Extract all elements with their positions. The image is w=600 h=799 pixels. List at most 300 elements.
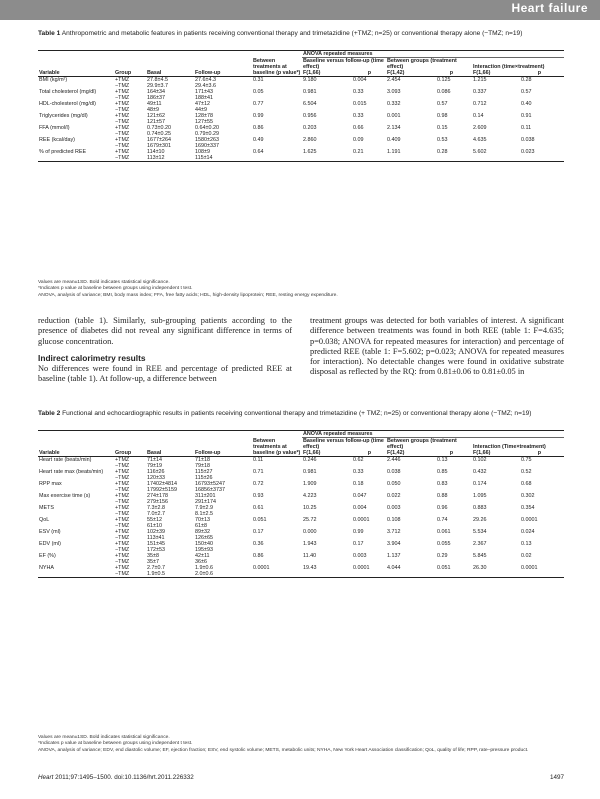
- row-groups-p: 0.15: [437, 125, 448, 131]
- row-group: +TMZ: [115, 469, 130, 475]
- anova-title: ANOVA repeated measures: [302, 431, 564, 438]
- row-groups-f: 2.454: [387, 77, 401, 83]
- table1-caption: [38, 30, 564, 38]
- row-followup: 79±18: [195, 463, 210, 469]
- row-groups-f: 0.108: [387, 517, 401, 523]
- col-time-effect: [302, 438, 386, 457]
- row-between-p: 0.61: [253, 505, 264, 511]
- row-group: +TMZ: [115, 457, 130, 463]
- col-variable: Variable: [38, 438, 114, 457]
- row-groups-f: 3.712: [387, 529, 401, 535]
- row-followup: 16793±5247: [195, 481, 225, 487]
- row-interaction-f: 0.337: [473, 89, 487, 95]
- row-between-p: 0.17: [253, 529, 264, 535]
- col-time-effect: [302, 58, 386, 77]
- row-followup: 311±201: [195, 493, 216, 499]
- row-between-p: 0.86: [253, 553, 264, 559]
- row-time-f: 2.860: [303, 137, 317, 143]
- row-followup: 128±78: [195, 113, 213, 119]
- row-variable: METS: [39, 505, 54, 511]
- row-basal: 151±45: [147, 541, 165, 547]
- row-time-p: 0.0001: [353, 565, 370, 571]
- row-interaction-f: 0.102: [473, 457, 487, 463]
- row-group: −TMZ: [115, 535, 130, 541]
- row-basal: 114±10: [147, 149, 165, 155]
- table2-notes: [38, 735, 564, 754]
- row-group: −TMZ: [114, 571, 146, 578]
- row-time-p: 0.33: [353, 469, 364, 475]
- row-time-p: 0.21: [353, 149, 364, 155]
- row-groups-f: 1.137: [387, 553, 401, 559]
- row-time-p: 0.003: [353, 553, 367, 559]
- row-interaction-p: 0.75: [521, 457, 532, 463]
- row-followup: 291±174: [195, 499, 216, 505]
- table1-note: ANOVA, analysis of variance; BMI, body mass index; FFA, free fatty acids; HDL, high-density lipoprotein; REE, resting energy expenditure.: [38, 292, 338, 298]
- row-variable: QoL: [39, 517, 50, 523]
- row-time-f: 0.246: [303, 457, 317, 463]
- row-groups-f: 2.134: [387, 125, 401, 131]
- row-group: +TMZ: [115, 529, 130, 535]
- row-group: −TMZ: [115, 463, 130, 469]
- row-basal: 113±12: [146, 155, 194, 162]
- table2-note: ANOVA, analysis of variance; EDV, end diastolic volume; EF, ejection fraction; ESV, end systolic volume; METS, metabolic units; NYHA, New York Heart Association classification; QoL, quality of life; RPP, rate–pressure product.: [38, 747, 529, 753]
- row-group: +TMZ: [115, 481, 130, 487]
- row-groups-p: 0.055: [437, 541, 451, 547]
- row-group: +TMZ: [115, 517, 130, 523]
- col-followup: Follow-up: [194, 438, 252, 457]
- running-header: [0, 0, 600, 20]
- row-basal: 113±41: [147, 535, 165, 541]
- footer-citation: [38, 774, 194, 781]
- body-paragraph: reduction (table 1). Similarly, sub-grouping patients according to the presence of diabetes did not reveal any significant difference in terms of glucose concentration.: [38, 316, 292, 346]
- row-followup: 126±65: [195, 535, 213, 541]
- row-followup: 16856±3737: [195, 487, 225, 493]
- row-interaction-p: 0.354: [521, 505, 535, 511]
- row-basal: 121±57: [147, 119, 165, 125]
- row-followup: 171±43: [195, 89, 213, 95]
- header-title: Heart failure: [511, 1, 588, 15]
- row-variable: BMI (kg/m²): [39, 77, 68, 83]
- row-interaction-f: 1.215: [473, 77, 487, 83]
- row-followup: 115±26: [195, 475, 213, 481]
- groups-p: p: [449, 450, 453, 456]
- row-group: +TMZ: [115, 505, 130, 511]
- table-row: [38, 571, 564, 578]
- row-basal: 48±9: [147, 107, 159, 113]
- row-followup: 188±41: [195, 95, 213, 101]
- col-followup: Follow-up: [194, 58, 252, 77]
- col-between: Between treatments at baseline (p value*): [253, 438, 301, 456]
- row-basal: 120±33: [147, 475, 165, 481]
- row-basal: 49±11: [147, 101, 162, 107]
- row-between-p: 0.77: [253, 101, 264, 107]
- interaction-f: F(1,66): [473, 450, 491, 456]
- row-group: +TMZ: [115, 101, 130, 107]
- row-variable: NYHA: [39, 565, 54, 571]
- row-followup: 115±14: [194, 155, 252, 162]
- body-paragraph: treatment groups was detected for both variables of interest. A significant difference between treatments was found in both REE (table 1: F=4.635; p=0.038; ANOVA for repeated measures for interaction) and percentage of predicted REE (table 1: F=5.602; p=0.023; ANOVA for repeated measures for interaction). No detectable changes were found in oxidative substrate disposal as reflected by the RQ: from 0.81±0.06 to 0.81±0.05 in: [310, 316, 564, 377]
- row-followup: 150±40: [195, 541, 213, 547]
- table2-note: *Indicates p value at baseline between groups using independent t test.: [38, 741, 193, 747]
- row-basal: 121±62: [147, 113, 165, 119]
- table2-note: Values are mean±1SD. Bold indicates statistical significance.: [38, 735, 170, 740]
- table1-caption-text: Anthropometric and metabolic features in patients receiving conventional therapy and trimetazidine (+TMZ; n=25) or conventional therapy alone (−TMZ; n=19): [61, 30, 523, 37]
- table1-notes: [38, 280, 564, 299]
- col-between: Between treatments at baseline (p value*): [253, 58, 301, 76]
- row-groups-p: 0.96: [437, 505, 448, 511]
- table2-caption: [38, 410, 564, 418]
- row-groups-p: 0.98: [437, 113, 448, 119]
- row-variable: Heart rate (beats/min): [39, 457, 92, 463]
- anova-title: ANOVA repeated measures: [302, 51, 564, 58]
- row-interaction-f: 5.602: [473, 149, 487, 155]
- row-interaction-p: 0.02: [521, 553, 532, 559]
- row-time-p: 0.66: [353, 125, 364, 131]
- groups-effect-label: Between groups (treatment effect): [387, 438, 457, 450]
- col-basal: Basal: [146, 438, 194, 457]
- row-followup: 1690±337: [195, 143, 219, 149]
- row-variable: Triglycerides (mg/dl): [39, 113, 88, 119]
- row-interaction-f: 0.14: [473, 113, 484, 119]
- row-followup: 127±55: [195, 119, 213, 125]
- row-time-p: 0.0001: [353, 517, 370, 523]
- groups-effect-label: Between groups (treatment effect): [387, 58, 457, 70]
- row-group: +TMZ: [115, 89, 130, 95]
- row-group: +TMZ: [115, 77, 130, 83]
- row-followup: 8.1±2.5: [195, 511, 213, 517]
- interaction-label: Interaction (time×treatment): [473, 64, 545, 70]
- row-group: +TMZ: [115, 553, 130, 559]
- row-interaction-p: 0.11: [521, 125, 532, 131]
- journal-name: Heart: [38, 774, 54, 781]
- row-variable: Max exercise time (s): [39, 493, 91, 499]
- row-interaction-f: 29.26: [473, 517, 487, 523]
- row-group: +TMZ: [115, 541, 130, 547]
- row-between-p: 0.93: [253, 493, 264, 499]
- row-groups-f: 1.191: [387, 149, 401, 155]
- row-followup: 1580±263: [195, 137, 219, 143]
- table1-note: *Indicates p value at baseline between groups using independent t test.: [38, 286, 193, 292]
- row-basal: 2.7±0.7: [147, 565, 165, 571]
- row-time-p: 0.62: [353, 457, 364, 463]
- row-interaction-f: 0.174: [473, 481, 487, 487]
- row-between-p: 0.72: [253, 481, 264, 487]
- row-time-p: 0.17: [353, 541, 364, 547]
- row-interaction-p: 0.68: [521, 481, 532, 487]
- table1-note: Values are mean±1SD. Bold indicates statistical significance.: [38, 280, 170, 285]
- row-interaction-p: 0.023: [521, 149, 535, 155]
- row-basal: 7.0±2.7: [147, 511, 165, 517]
- row-between-p: 0.31: [253, 77, 264, 83]
- row-groups-p: 0.53: [437, 137, 448, 143]
- row-time-p: 0.33: [353, 89, 364, 95]
- row-followup: 61±8: [195, 523, 207, 529]
- row-between-p: 0.49: [253, 137, 264, 143]
- row-groups-f: 0.001: [387, 113, 401, 119]
- table-row: [38, 155, 564, 162]
- body-left-column: [38, 316, 292, 385]
- row-basal: 116±26: [147, 469, 165, 475]
- interaction-label: Interaction (Time×treatment): [473, 444, 546, 450]
- row-group: +TMZ: [115, 565, 130, 571]
- row-basal: 35±8: [147, 553, 159, 559]
- interaction-p: p: [537, 450, 541, 456]
- row-groups-p: 0.051: [437, 565, 451, 571]
- row-time-f: 25.72: [303, 517, 317, 523]
- row-followup: 7.9±2.9: [195, 505, 213, 511]
- table2-body: [38, 457, 564, 578]
- row-followup: 1.9±0.6: [195, 565, 213, 571]
- row-basal: 27.8±4.5: [147, 77, 168, 83]
- row-groups-p: 0.57: [437, 101, 448, 107]
- row-time-p: 0.004: [353, 77, 367, 83]
- col-interaction: [472, 58, 564, 77]
- table2: [38, 430, 564, 578]
- row-basal: 186±37: [147, 95, 165, 101]
- row-group: −TMZ: [115, 107, 130, 113]
- row-time-f: 19.43: [303, 565, 317, 571]
- row-time-f: 1.625: [303, 149, 317, 155]
- row-time-p: 0.015: [353, 101, 367, 107]
- row-followup: 47±12: [195, 101, 210, 107]
- row-group: −TMZ: [115, 131, 130, 137]
- row-basal: 71±14: [147, 457, 162, 463]
- row-followup: 108±9: [195, 149, 210, 155]
- groups-f: F(1,42): [387, 450, 405, 456]
- row-time-p: 0.047: [353, 493, 367, 499]
- time-f: F(1,66): [303, 450, 321, 456]
- row-time-f: 1.943: [303, 541, 317, 547]
- row-basal: 0.73±0.20: [147, 125, 171, 131]
- row-group: −TMZ: [115, 499, 130, 505]
- row-groups-f: 0.022: [387, 493, 401, 499]
- row-group: −TMZ: [115, 559, 130, 565]
- row-group: +TMZ: [115, 137, 130, 143]
- row-group: −TMZ: [115, 95, 130, 101]
- row-interaction-f: 5.534: [473, 529, 487, 535]
- groups-p: p: [449, 70, 453, 76]
- row-groups-f: 3.093: [387, 89, 401, 95]
- row-basal: 172±53: [147, 547, 165, 553]
- row-followup: 42±11: [195, 553, 210, 559]
- row-groups-f: 0.038: [387, 469, 401, 475]
- table2-label: Table 2: [38, 410, 61, 417]
- row-interaction-p: 0.0001: [521, 517, 538, 523]
- row-followup: 44±9: [195, 107, 207, 113]
- row-interaction-p: 0.0001: [521, 565, 538, 571]
- row-group: −TMZ: [115, 511, 130, 517]
- row-basal: 279±156: [147, 499, 168, 505]
- interaction-f: F(1,66): [473, 70, 491, 76]
- row-groups-p: 0.83: [437, 481, 448, 487]
- time-f: F(1,66): [303, 70, 321, 76]
- col-basal: Basal: [146, 58, 194, 77]
- section-heading: Indirect calorimetry results: [38, 352, 146, 363]
- row-basal: 35±7: [147, 559, 159, 565]
- row-groups-p: 0.125: [437, 77, 451, 83]
- row-interaction-p: 0.40: [521, 101, 532, 107]
- row-basal: 274±178: [147, 493, 168, 499]
- row-time-f: 11.40: [303, 553, 317, 559]
- col-groups-effect: [386, 58, 472, 77]
- row-followup: 36±6: [195, 559, 207, 565]
- row-basal: 29.9±3.7: [147, 83, 168, 89]
- row-followup: 29.4±3.6: [195, 83, 216, 89]
- row-groups-f: 0.409: [387, 137, 401, 143]
- time-effect-label: Baseline versus follow-up (time effect): [303, 438, 384, 450]
- row-basal: 102±39: [147, 529, 165, 535]
- row-between-p: 0.05: [253, 89, 264, 95]
- row-interaction-f: 5.845: [473, 553, 487, 559]
- row-group: +TMZ: [115, 125, 130, 131]
- row-groups-p: 0.28: [437, 149, 448, 155]
- row-followup: 2.0±0.6: [194, 571, 252, 578]
- row-groups-p: 0.74: [437, 517, 448, 523]
- row-followup: 27.6±4.3: [195, 77, 216, 83]
- time-p: p: [367, 450, 371, 456]
- row-groups-p: 0.85: [437, 469, 448, 475]
- body-paragraph: No differences were found in REE and percentage of predicted REE at baseline (table 1). At follow-up, a difference between: [38, 364, 292, 384]
- time-p: p: [367, 70, 371, 76]
- row-time-f: 0.203: [303, 125, 317, 131]
- row-basal: 55±12: [147, 517, 162, 523]
- row-time-f: 1.909: [303, 481, 317, 487]
- row-variable: FFA (mmol/l): [39, 125, 70, 131]
- row-group: +TMZ: [115, 149, 130, 155]
- table1-body: [38, 77, 564, 162]
- body-right-column: [310, 316, 564, 378]
- row-basal: 7.3±2.8: [147, 505, 165, 511]
- row-followup: 115±27: [195, 469, 213, 475]
- row-group: −TMZ: [115, 119, 130, 125]
- row-groups-p: 0.13: [437, 457, 448, 463]
- row-basal: 79±19: [147, 463, 162, 469]
- row-interaction-p: 0.91: [521, 113, 532, 119]
- row-basal: 1.9±0.5: [146, 571, 194, 578]
- row-variable: ESV (ml): [39, 529, 61, 535]
- row-groups-p: 0.061: [437, 529, 451, 535]
- row-basal: 164±34: [147, 89, 165, 95]
- row-time-p: 0.99: [353, 529, 364, 535]
- row-followup: 0.64±0.20: [195, 125, 219, 131]
- row-variable: REE (kcal/day): [39, 137, 75, 143]
- row-group: +TMZ: [115, 113, 130, 119]
- row-variable: Heart rate max (beats/min): [39, 469, 104, 475]
- row-interaction-f: 1.095: [473, 493, 487, 499]
- citation-text: 2011;97:1495–1500. doi:10.1136/hrt.2011.226332: [53, 774, 194, 781]
- col-group: Group: [114, 438, 146, 457]
- col-group: Group: [114, 58, 146, 77]
- row-followup: 70±13: [195, 517, 210, 523]
- row-interaction-p: 0.038: [521, 137, 535, 143]
- row-between-p: 0.86: [253, 125, 264, 131]
- row-interaction-p: 0.28: [521, 77, 532, 83]
- row-between-p: 0.36: [253, 541, 264, 547]
- row-groups-f: 3.904: [387, 541, 401, 547]
- row-variable: % of predicted REE: [39, 149, 87, 155]
- row-group: −TMZ: [114, 155, 146, 162]
- row-group: +TMZ: [115, 493, 130, 499]
- row-basal: 1677±264: [147, 137, 171, 143]
- row-time-p: 0.004: [353, 505, 367, 511]
- table2-caption-text: Functional and echocardiographic results in patients receiving conventional therapy and trimetazidine (+ TMZ; n=25) or conventional therapy alone (−TMZ; n=19): [62, 410, 532, 417]
- table1: [38, 50, 564, 162]
- row-between-p: 0.0001: [253, 565, 270, 571]
- row-followup: 89±32: [195, 529, 210, 535]
- row-basal: 17402±4814: [147, 481, 177, 487]
- row-variable: EF (%): [39, 553, 56, 559]
- row-interaction-p: 0.024: [521, 529, 535, 535]
- row-groups-f: 0.003: [387, 505, 401, 511]
- time-effect-label: Baseline versus follow-up (time effect): [303, 58, 384, 70]
- row-time-f: 0.000: [303, 529, 317, 535]
- col-interaction: [472, 438, 564, 457]
- row-time-f: 6.504: [303, 101, 317, 107]
- page-number: 1497: [549, 774, 564, 781]
- row-groups-p: 0.88: [437, 493, 448, 499]
- row-time-f: 10.25: [303, 505, 317, 511]
- row-interaction-f: 0.712: [473, 101, 487, 107]
- row-interaction-f: 0.432: [473, 469, 487, 475]
- row-time-p: 0.18: [353, 481, 364, 487]
- row-group: −TMZ: [115, 547, 130, 553]
- row-interaction-f: 26.30: [473, 565, 487, 571]
- row-time-p: 0.09: [353, 137, 364, 143]
- col-groups-effect: [386, 438, 472, 457]
- row-time-f: 9.180: [303, 77, 317, 83]
- row-variable: RPP max: [39, 481, 62, 487]
- row-groups-f: 0.332: [387, 101, 401, 107]
- row-basal: 61±10: [147, 523, 162, 529]
- row-time-f: 0.956: [303, 113, 317, 119]
- row-interaction-p: 0.302: [521, 493, 535, 499]
- row-between-p: 0.64: [253, 149, 264, 155]
- table1-label: Table 1: [38, 30, 61, 37]
- row-basal: 1679±301: [147, 143, 171, 149]
- row-time-f: 0.981: [303, 89, 317, 95]
- row-groups-p: 0.29: [437, 553, 448, 559]
- row-group: −TMZ: [115, 523, 130, 529]
- row-interaction-f: 2.609: [473, 125, 487, 131]
- row-groups-f: 0.050: [387, 481, 401, 487]
- row-basal: 0.74±0.25: [147, 131, 171, 137]
- row-variable: Total cholesterol (mg/dl): [39, 89, 97, 95]
- row-variable: EDV (ml): [39, 541, 61, 547]
- row-between-p: 0.99: [253, 113, 264, 119]
- row-between-p: 0.051: [253, 517, 267, 523]
- row-groups-f: 2.446: [387, 457, 401, 463]
- row-group: −TMZ: [115, 83, 130, 89]
- row-groups-p: 0.086: [437, 89, 451, 95]
- row-interaction-p: 0.52: [521, 469, 532, 475]
- row-interaction-f: 0.883: [473, 505, 487, 511]
- row-variable: HDL-cholesterol (mg/dl): [39, 101, 96, 107]
- row-basal: 17992±5159: [147, 487, 177, 493]
- row-interaction-f: 4.635: [473, 137, 487, 143]
- row-groups-f: 4.044: [387, 565, 401, 571]
- row-group: −TMZ: [115, 143, 130, 149]
- row-time-f: 0.981: [303, 469, 317, 475]
- row-group: −TMZ: [115, 475, 130, 481]
- row-interaction-f: 2.367: [473, 541, 487, 547]
- groups-f: F(1,42): [387, 70, 405, 76]
- row-interaction-p: 0.13: [521, 541, 532, 547]
- row-followup: 71±18: [195, 457, 210, 463]
- row-followup: 195±93: [195, 547, 213, 553]
- row-followup: 0.79±0.29: [195, 131, 219, 137]
- row-group: −TMZ: [115, 487, 130, 493]
- row-interaction-p: 0.57: [521, 89, 532, 95]
